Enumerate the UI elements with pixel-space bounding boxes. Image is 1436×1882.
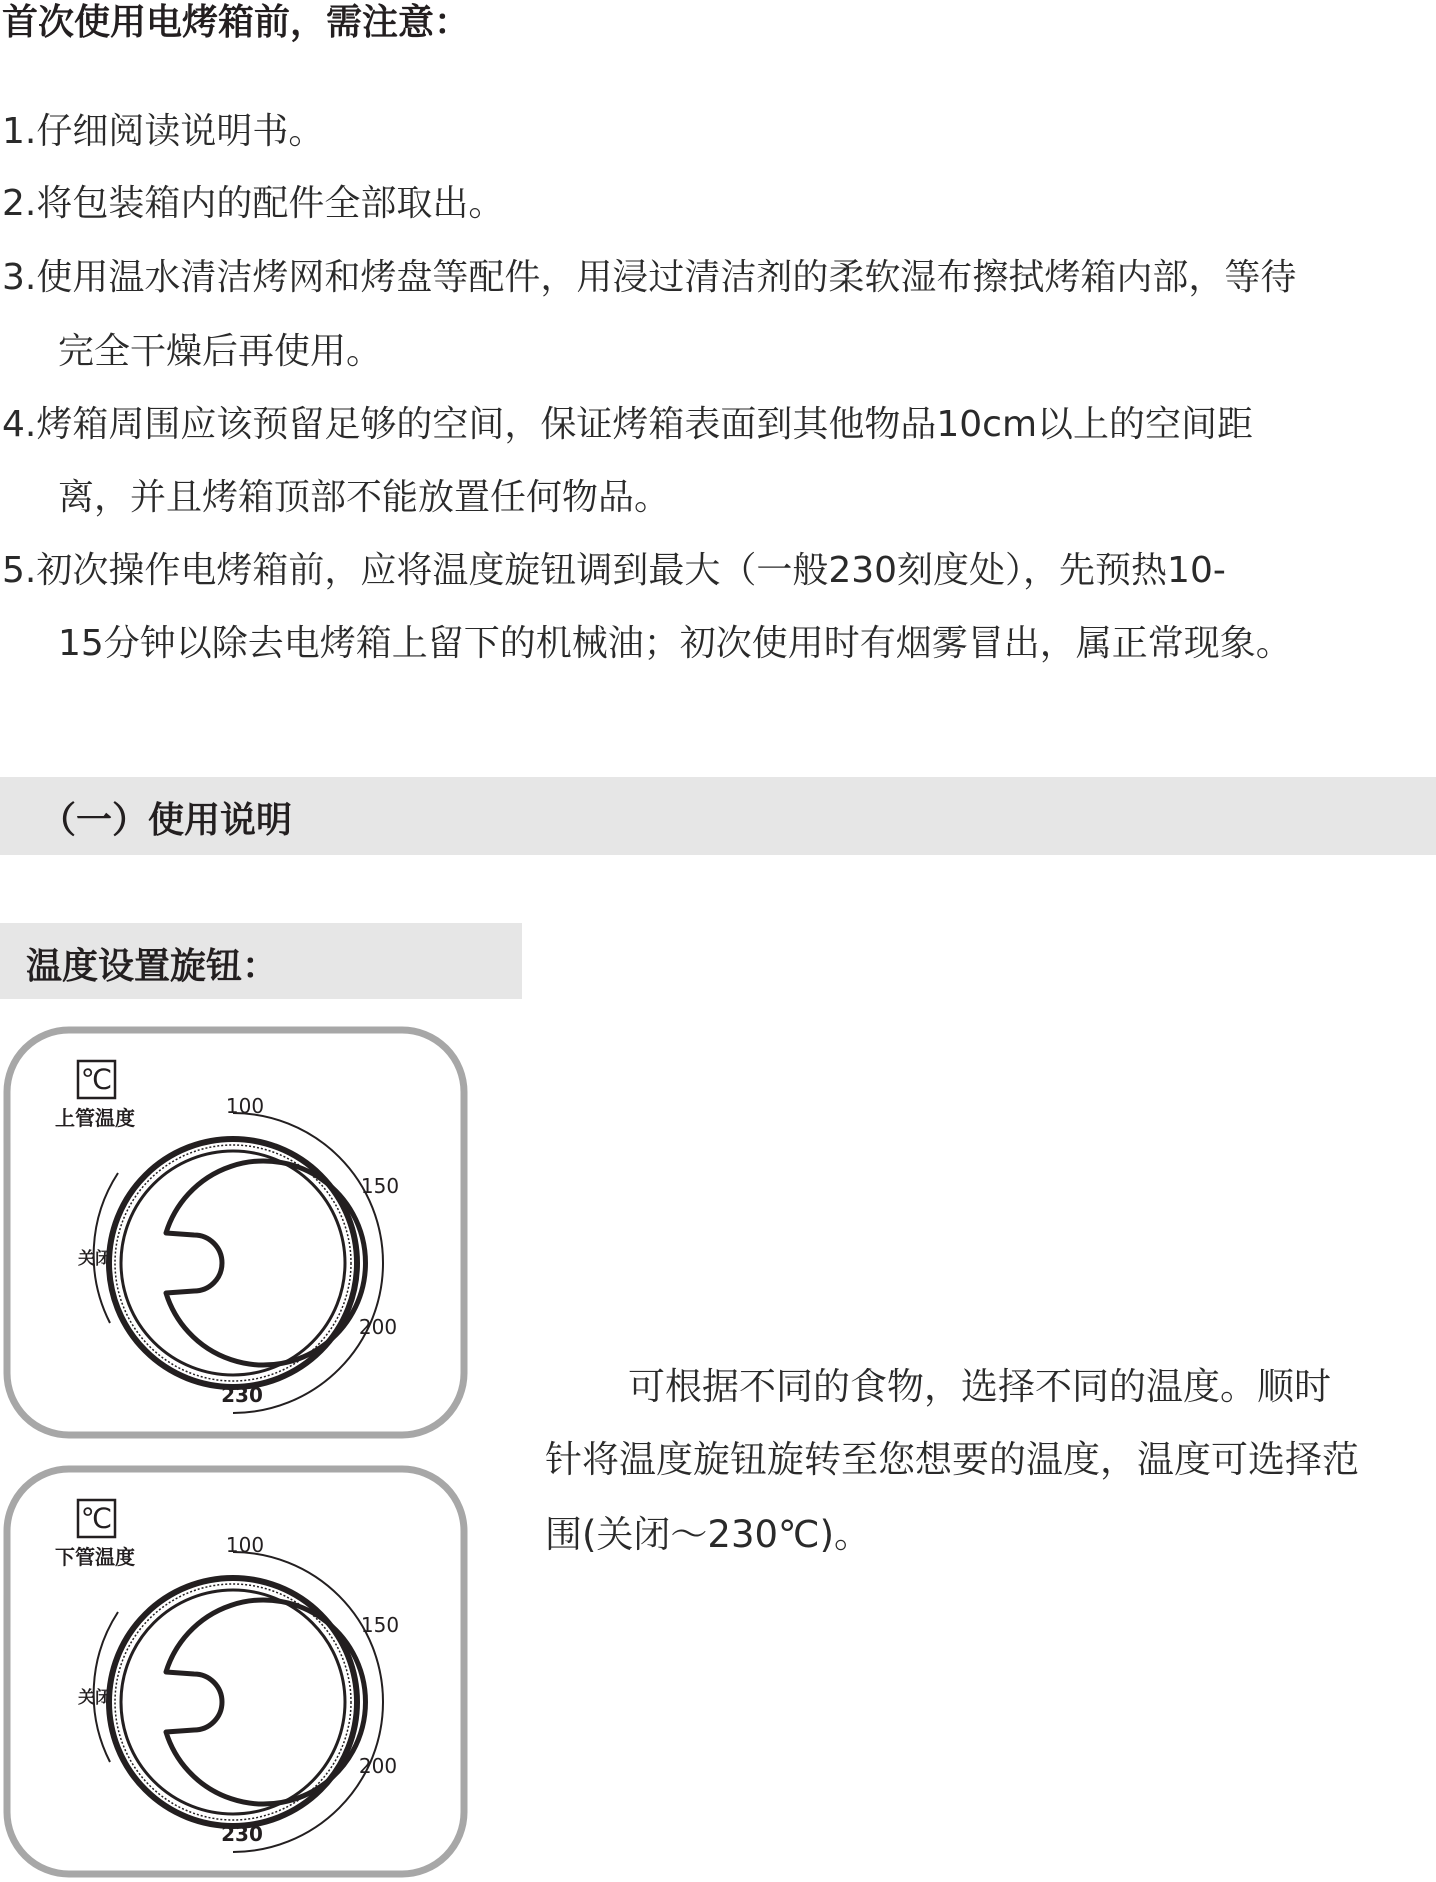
notice-item-1: 1.仔细阅读说明书。 xyxy=(2,111,325,152)
tick-label-100: 100 xyxy=(225,1533,265,1557)
tick-label-100: 100 xyxy=(225,1094,265,1118)
subsection-title: 温度设置旋钮： xyxy=(26,946,279,987)
tick-label-150: 150 xyxy=(360,1174,400,1198)
unit-label: ℃ xyxy=(80,1502,113,1535)
unit-label: ℃ xyxy=(80,1063,113,1096)
section-title: （一）使用说明 xyxy=(40,800,293,841)
knob-label: 下管温度 xyxy=(55,1545,135,1569)
notice-item-4-cont: 离，并且烤箱顶部不能放置任何物品。 xyxy=(58,477,671,518)
description-line-3: 围(关闭～230℃)。 xyxy=(545,1513,872,1556)
tick-label-200: 200 xyxy=(358,1754,398,1778)
tick-label-150: 150 xyxy=(360,1613,400,1637)
tick-label-230: 230 xyxy=(221,1383,263,1407)
notice-title: 首次使用电烤箱前，需注意： xyxy=(2,2,471,43)
notice-item-4: 4.烤箱周围应该预留足够的空间，保证烤箱表面到其他物品10cm以上的空间距 xyxy=(2,404,1254,445)
notice-item-5: 5.初次操作电烤箱前，应将温度旋钮调到最大（一般230刻度处），先预热10- xyxy=(2,550,1226,591)
upper-temperature-knob-diagram xyxy=(0,1023,470,1443)
knob-label: 上管温度 xyxy=(55,1106,135,1130)
off-label: 关闭 xyxy=(78,1688,112,1708)
tick-label-200: 200 xyxy=(358,1315,398,1339)
description-line-1: 可根据不同的食物，选择不同的温度。顺时 xyxy=(628,1365,1331,1408)
off-label: 关闭 xyxy=(78,1249,112,1269)
notice-item-5-cont: 15分钟以除去电烤箱上留下的机械油；初次使用时有烟雾冒出，属正常现象。 xyxy=(58,623,1292,664)
description-line-2: 针将温度旋钮旋转至您想要的温度，温度可选择范 xyxy=(545,1438,1359,1481)
notice-item-3-cont: 完全干燥后再使用。 xyxy=(58,331,383,372)
lower-temperature-knob-diagram xyxy=(0,1462,470,1882)
notice-item-3: 3.使用温水清洁烤网和烤盘等配件，用浸过清洁剂的柔软湿布擦拭烤箱内部，等待 xyxy=(2,257,1297,298)
tick-label-230: 230 xyxy=(221,1822,263,1846)
notice-item-2: 2.将包装箱内的配件全部取出。 xyxy=(2,183,505,224)
